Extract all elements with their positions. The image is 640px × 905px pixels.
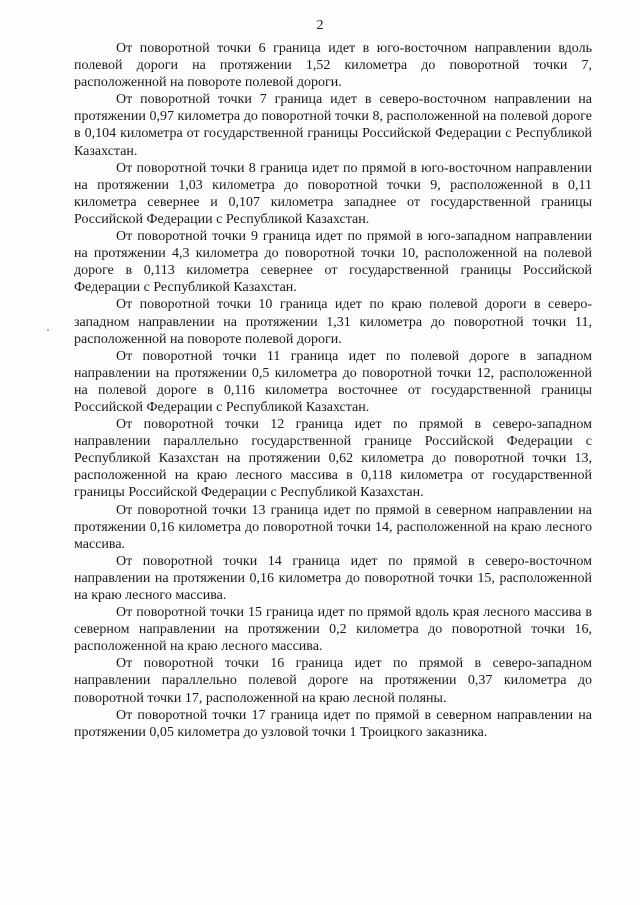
paragraph-4: От поворотной точки 9 граница идет по прямой в юго-западном направлении на протяжении 4,3 километра до поворотной точки 10, расположенной на полевой дороге в 0,113 километра севернее от государственной границы Российской Федерации с Республикой Казахстан. xyxy=(74,229,592,296)
paragraph-8: От поворотной точки 13 граница идет по прямой в северном направлении на протяжении 0,16 километра до поворотной точки 14, расположенной на краю лесного массива. xyxy=(74,502,592,552)
paragraph-5: От поворотной точки 10 граница идет по краю полевой дороги в северо-западном направлении на протяжении 1,31 километра до поворотной точки 11, расположенной на повороте полевой дороги. xyxy=(74,297,592,347)
paragraph-10: От поворотной точки 15 граница идет по прямой вдоль края лесного массива в северном направлении на протяжении 0,2 километра до поворотной точки 16, расположенной на краю лесного массива. xyxy=(74,605,592,655)
paragraph-2: От поворотной точки 7 граница идет в северо-восточном направлении на протяжении 0,97 километра до поворотной точки 8, расположенной на полевой дороге в 0,104 километра от государственной границы Российской Федерации с Республикой Казахстан. xyxy=(74,92,592,159)
scan-speck xyxy=(47,329,49,331)
paragraph-9: От поворотной точки 14 граница идет по прямой в северо-восточном направлении на протяжении 0,16 километра до поворотной точки 15, расположенной на краю лесного массива. xyxy=(74,553,592,603)
paragraph-6: От поворотной точки 11 граница идет по полевой дороге в западном направлении на протяжении 0,5 километра до поворотной точки 12, расположенной на полевой дороге в 0,116 километра восточнее от государственной границы Российской Федерации с Республикой Казахстан. xyxy=(74,348,592,415)
paragraph-1: От поворотной точки 6 граница идет в юго-восточном направлении вдоль полевой дороги на протяжении 1,52 километра до поворотной точки 7, расположенной на повороте полевой дороги. xyxy=(74,41,592,91)
paragraph-7: От поворотной точки 12 граница идет по прямой в северо-западном направлении параллельно государственной границе Российской Федерации с Республикой Казахстан на протяжении 0,62 километра до поворотной точки 13, расположенной на краю лесного массива в 0,118 километра от государственной границы Российской Федерации с Республикой Казахстан. xyxy=(74,417,592,501)
document-body xyxy=(74,40,592,741)
page-number: 2 xyxy=(316,18,324,33)
paragraph-11: От поворотной точки 16 граница идет по прямой в северо-западном направлении параллельно полевой дороге на протяжении 0,37 километра до поворотной точки 17, расположенной на краю лесной поляны. xyxy=(74,656,592,706)
paragraph-3: От поворотной точки 8 граница идет по прямой в юго-восточном направлении на протяжении 1,03 километра до поворотной точки 9, расположенной в 0,11 километра севернее и 0,107 километра западнее от государственной границы Российской Федерации с Республикой Казахстан. xyxy=(74,160,592,227)
paragraph-12: От поворотной точки 17 граница идет по прямой в северном направлении на протяжении 0,05 километра до узловой точки 1 Троицкого заказника. xyxy=(74,707,592,740)
